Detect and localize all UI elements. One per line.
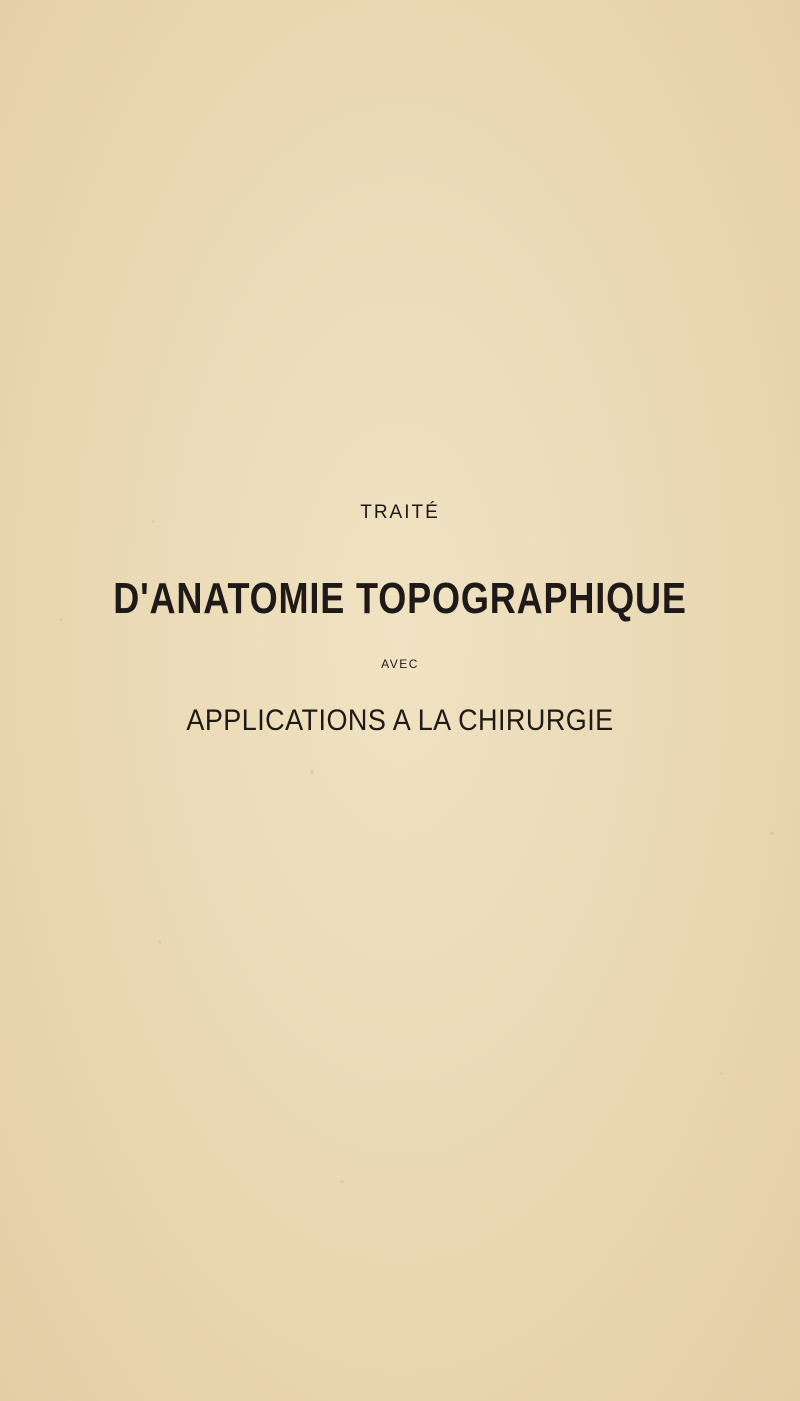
main-title: D'ANATOMIE TOPOGRAPHIQUE [113,574,687,623]
paper-spot [770,832,774,835]
connector-avec: AVEC [381,657,419,671]
subtitle: APPLICATIONS A LA CHIRURGIE [186,704,614,737]
paper-spot [310,770,314,774]
paper-spot [60,618,63,621]
paper-spot [720,1072,723,1075]
heading-traite: TRAITÉ [360,502,440,523]
paper-spot [340,1180,344,1183]
paper-spot [158,940,161,944]
